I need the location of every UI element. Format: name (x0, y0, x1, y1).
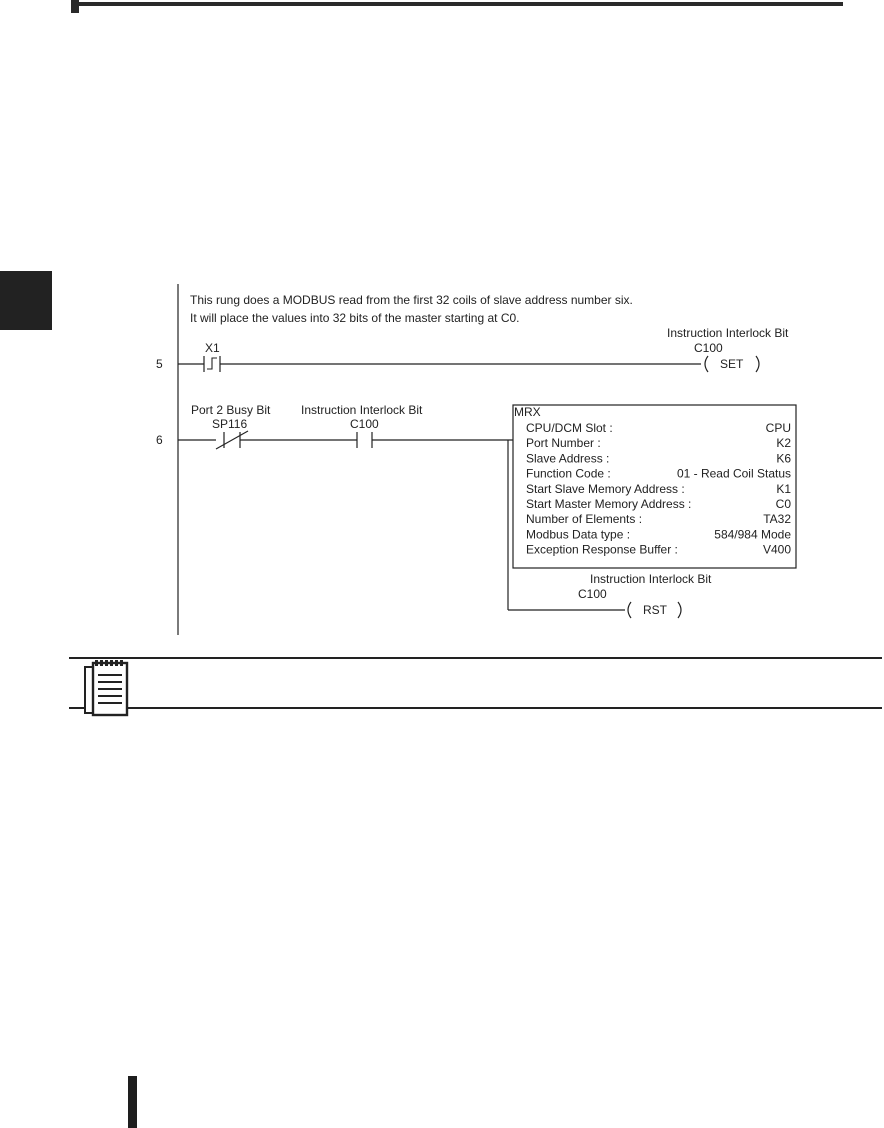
mrx-param-label: Start Master Memory Address : (526, 497, 692, 511)
mrx-param-value: 584/984 Mode (714, 527, 791, 542)
contact-description: Port 2 Busy Bit (191, 403, 271, 417)
note-top-rule (69, 657, 882, 659)
rung-number: 6 (156, 433, 163, 447)
note-bottom-rule (69, 707, 882, 709)
x1-positive-edge-contact[interactable] (204, 356, 220, 372)
rung-6 (156, 403, 796, 618)
mrx-param-value: K1 (776, 481, 791, 496)
rung-number: 5 (156, 357, 163, 371)
contact-address: SP116 (212, 417, 248, 431)
mrx-param-value: TA32 (763, 512, 791, 527)
mrx-param-label: Number of Elements : (526, 512, 643, 527)
coil-op: RST (643, 603, 667, 617)
rung-comment-line-2: It will place the values into 32 bits of the master starting at C0. (190, 311, 520, 325)
mrx-param-value: CPU (765, 421, 791, 435)
coil-description: Instruction Interlock Bit (667, 326, 789, 340)
coil-op: SET (720, 357, 744, 371)
mrx-param-label: Start Slave Memory Address : (526, 481, 685, 496)
mrx-param-label: Modbus Data type : (526, 527, 631, 542)
mrx-param-label: Port Number : (526, 436, 601, 451)
mrx-param-value: 01 - Read Coil Status (676, 466, 791, 481)
mrx-param-value: C0 (775, 497, 791, 511)
coil-address: C100 (578, 587, 607, 601)
rst-coil[interactable] (628, 602, 681, 618)
set-coil[interactable] (705, 356, 759, 372)
mrx-param-value: K6 (776, 451, 791, 466)
mrx-instruction-box[interactable] (513, 405, 796, 568)
mrx-title: MRX (514, 405, 541, 419)
mrx-param-label: Slave Address : (526, 451, 610, 466)
rung-5 (156, 326, 789, 372)
mrx-param-value: K2 (776, 436, 791, 451)
notepad-icon (82, 659, 132, 717)
contact-address: C100 (350, 417, 379, 431)
rung-comment-line-1: This rung does a MODBUS read from the first 32 coils of slave address number six. (190, 293, 633, 307)
contact-label: X1 (205, 341, 220, 355)
mrx-param-label: Exception Response Buffer : (526, 542, 678, 557)
coil-address: C100 (694, 341, 723, 355)
c100-normally-open-contact[interactable] (357, 432, 372, 448)
footer-bar (128, 1076, 137, 1128)
coil-description: Instruction Interlock Bit (590, 572, 712, 586)
mrx-param-label: Function Code : (526, 466, 611, 481)
mrx-param-value: V400 (762, 542, 791, 557)
mrx-param-label: CPU/DCM Slot : (526, 421, 613, 435)
contact-description: Instruction Interlock Bit (301, 403, 423, 417)
